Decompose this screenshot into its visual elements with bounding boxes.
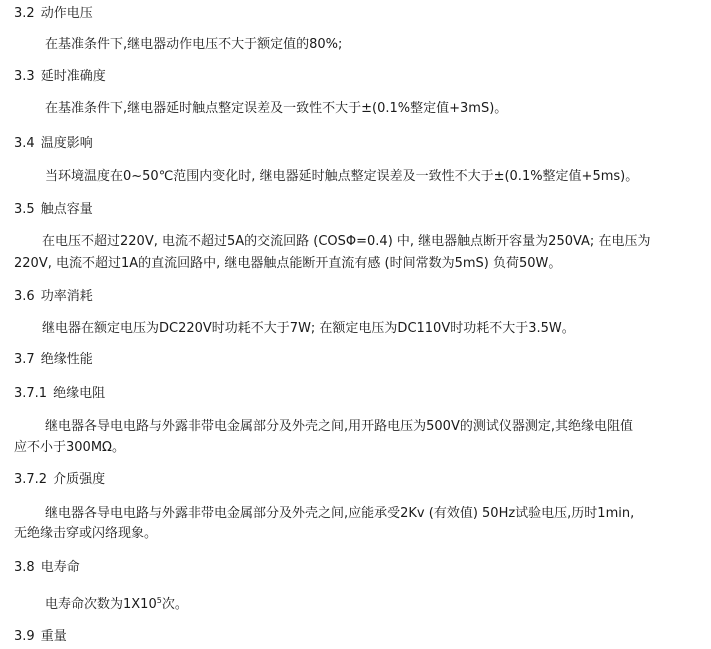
section-title: 绝缘电阻: [53, 386, 106, 401]
section-heading-3-2: [14, 6, 93, 22]
section-number: 3.6: [14, 289, 35, 304]
section-title: 介质强度: [53, 472, 106, 487]
section-heading-3-8: [14, 560, 80, 576]
section-heading-3-7-2: [14, 472, 105, 488]
section-number: 3.7: [14, 352, 35, 367]
section-title: 重量: [40, 629, 67, 644]
section-heading-3-6: [14, 289, 93, 305]
section-title: 功率消耗: [40, 289, 93, 304]
paragraph-line: 继电器在额定电压为DC220V时功耗不大于7W; 在额定电压为DC110V时功耗不大于3.5W。: [42, 321, 575, 336]
paragraph-line: 当环境温度在0~50℃范围内变化时, 继电器延时触点整定误差及一致性不大于±(0.1%整定值+5ms)。: [45, 169, 639, 184]
section-number: 3.7.1: [14, 386, 48, 401]
section-heading-3-7-1: [14, 386, 105, 402]
electrical-life-line: [45, 597, 188, 613]
section-title: 绝缘性能: [40, 352, 93, 367]
section-number: 3.3: [14, 69, 35, 84]
section-heading-3-7: [14, 352, 93, 368]
section-title: 动作电压: [40, 6, 93, 21]
section-title: 电寿命: [40, 560, 80, 575]
section-heading-3-4: [14, 136, 93, 152]
section-heading-3-9: [14, 629, 67, 645]
section-number: 3.8: [14, 560, 35, 575]
paragraph-line: 在电压不超过220V, 电流不超过5A的交流回路 (COSΦ=0.4) 中, 继电器触点断开容量为250VA; 在电压为: [42, 234, 651, 249]
section-heading-3-3: [14, 69, 106, 85]
paragraph-line: 220V, 电流不超过1A的直流回路中, 继电器触点能断开直流有感 (时间常数为5mS) 负荷50W。: [14, 256, 562, 271]
life-prefix: 电寿命次数为1X10: [45, 597, 157, 612]
section-number: 3.7.2: [14, 472, 48, 487]
section-title: 温度影响: [40, 136, 93, 151]
paragraph-line: 应不小于300MΩ。: [14, 440, 125, 455]
section-heading-3-5: [14, 202, 93, 218]
section-title: 延时准确度: [40, 69, 106, 84]
section-number: 3.2: [14, 6, 35, 21]
life-suffix: 次。: [161, 597, 188, 612]
paragraph-line: 在基准条件下,继电器动作电压不大于额定值的80%;: [45, 37, 343, 52]
paragraph-line: 无绝缘击穿或闪络现象。: [14, 526, 158, 541]
section-number: 3.4: [14, 136, 35, 151]
paragraph-line: 在基准条件下,继电器延时触点整定误差及一致性不大于±(0.1%整定值+3mS)。: [45, 101, 508, 116]
section-number: 3.5: [14, 202, 35, 217]
paragraph-line: 继电器各导电电路与外露非带电金属部分及外壳之间,应能承受2Kv (有效值) 50Hz试验电压,历时1min,: [45, 506, 635, 521]
life-exponent: 5: [156, 596, 162, 605]
paragraph-line: 继电器各导电电路与外露非带电金属部分及外壳之间,用开路电压为500V的测试仪器测定,其绝缘电阻值: [45, 419, 633, 434]
section-number: 3.9: [14, 629, 35, 644]
section-title: 触点容量: [40, 202, 93, 217]
